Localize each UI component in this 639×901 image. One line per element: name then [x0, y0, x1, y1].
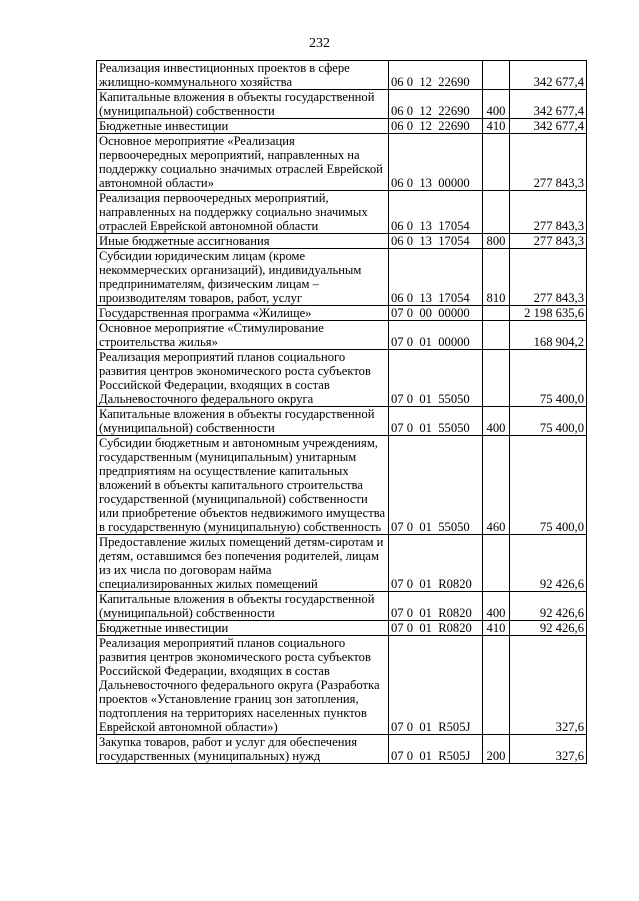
table-row [97, 535, 587, 592]
row-code-cell: 07 0 01 R0820 [389, 592, 483, 621]
row-expense-type-cell [483, 61, 510, 90]
row-expense-type-cell: 800 [483, 234, 510, 249]
row-expense-type-cell: 810 [483, 249, 510, 306]
row-code-cell: 07 0 01 R0820 [389, 621, 483, 636]
row-expense-type-cell: 400 [483, 592, 510, 621]
row-code-cell: 06 0 13 00000 [389, 134, 483, 191]
table-row [97, 621, 587, 636]
row-expense-type-cell [483, 306, 510, 321]
row-expense-type-cell: 400 [483, 90, 510, 119]
row-code-cell: 06 0 13 17054 [389, 234, 483, 249]
row-amount-cell: 277 843,3 [510, 134, 587, 191]
row-expense-type-cell: 410 [483, 119, 510, 134]
row-code-cell: 07 0 01 55050 [389, 436, 483, 535]
table-row [97, 350, 587, 407]
row-name-cell: Реализация первоочередных мероприятий, направленных на поддержку социально значимых отраслей Еврейской автономной области [97, 191, 389, 234]
row-expense-type-cell [483, 191, 510, 234]
row-code-cell: 07 0 01 R0820 [389, 535, 483, 592]
row-amount-cell: 277 843,3 [510, 234, 587, 249]
row-name-cell: Субсидии бюджетным и автономным учреждениям, государственным (муниципальным) унитарным предприятиям на осуществление капитальных вложений в объекты капитального строительства государственной (муниципальной) собственности или приобретение объектов недвижимого имущества в государственную (муниципальную) собственность [97, 436, 389, 535]
row-expense-type-cell: 200 [483, 735, 510, 764]
row-name-cell: Субсидии юридическим лицам (кроме некоммерческих организаций), индивидуальным предпринимателям, физическим лицам – производителям товаров, работ, услуг [97, 249, 389, 306]
row-expense-type-cell [483, 535, 510, 592]
table-row [97, 592, 587, 621]
row-expense-type-cell [483, 350, 510, 407]
row-code-cell: 07 0 01 R505J [389, 735, 483, 764]
row-amount-cell: 277 843,3 [510, 249, 587, 306]
row-name-cell: Основное мероприятие «Реализация первоочередных мероприятий, направленных на поддержку социально значимых отраслей Еврейской автономной области» [97, 134, 389, 191]
row-expense-type-cell: 400 [483, 407, 510, 436]
table-row [97, 306, 587, 321]
row-amount-cell: 92 426,6 [510, 621, 587, 636]
row-code-cell: 07 0 01 R505J [389, 636, 483, 735]
table-row [97, 134, 587, 191]
page-number: 232 [309, 36, 330, 51]
row-name-cell: Реализация инвестиционных проектов в сфере жилищно-коммунального хозяйства [97, 61, 389, 90]
table-row [97, 234, 587, 249]
row-expense-type-cell: 460 [483, 436, 510, 535]
row-name-cell: Капитальные вложения в объекты государственной (муниципальной) собственности [97, 407, 389, 436]
table-row [97, 436, 587, 535]
row-expense-type-cell: 410 [483, 621, 510, 636]
table-row [97, 735, 587, 764]
row-expense-type-cell [483, 636, 510, 735]
row-name-cell: Капитальные вложения в объекты государственной (муниципальной) собственности [97, 90, 389, 119]
row-name-cell: Государственная программа «Жилище» [97, 306, 389, 321]
table-row [97, 407, 587, 436]
row-name-cell: Предоставление жилых помещений детям-сиротам и детям, оставшимся без попечения родителей, лицам из их числа по договорам найма специализированных жилых помещений [97, 535, 389, 592]
row-amount-cell: 92 426,6 [510, 535, 587, 592]
row-name-cell: Основное мероприятие «Стимулирование строительства жилья» [97, 321, 389, 350]
table-row [97, 61, 587, 90]
row-code-cell: 06 0 12 22690 [389, 119, 483, 134]
row-code-cell: 06 0 12 22690 [389, 61, 483, 90]
budget-table [96, 60, 587, 764]
row-expense-type-cell [483, 321, 510, 350]
table-row [97, 191, 587, 234]
row-amount-cell: 342 677,4 [510, 61, 587, 90]
row-amount-cell: 277 843,3 [510, 191, 587, 234]
table-row [97, 636, 587, 735]
row-name-cell: Реализация мероприятий планов социального развития центров экономического роста субъектов Российской Федерации, входящих в состав Дальневосточного федерального округа (Разработка проектов «Установление границ зон затопления, подтопления на территориях населенных пунктов Еврейской автономной области») [97, 636, 389, 735]
row-amount-cell: 75 400,0 [510, 407, 587, 436]
row-amount-cell: 342 677,4 [510, 90, 587, 119]
row-code-cell: 06 0 13 17054 [389, 249, 483, 306]
row-name-cell: Капитальные вложения в объекты государственной (муниципальной) собственности [97, 592, 389, 621]
row-name-cell: Закупка товаров, работ и услуг для обеспечения государственных (муниципальных) нужд [97, 735, 389, 764]
row-amount-cell: 75 400,0 [510, 436, 587, 535]
row-amount-cell: 342 677,4 [510, 119, 587, 134]
table-row [97, 321, 587, 350]
row-name-cell: Иные бюджетные ассигнования [97, 234, 389, 249]
row-code-cell: 07 0 01 00000 [389, 321, 483, 350]
row-amount-cell: 2 198 635,6 [510, 306, 587, 321]
row-name-cell: Бюджетные инвестиции [97, 119, 389, 134]
row-code-cell: 07 0 01 55050 [389, 407, 483, 436]
row-amount-cell: 168 904,2 [510, 321, 587, 350]
table-row [97, 249, 587, 306]
table-row [97, 119, 587, 134]
row-code-cell: 06 0 13 17054 [389, 191, 483, 234]
row-amount-cell: 75 400,0 [510, 350, 587, 407]
row-amount-cell: 327,6 [510, 636, 587, 735]
row-expense-type-cell [483, 134, 510, 191]
row-code-cell: 06 0 12 22690 [389, 90, 483, 119]
row-amount-cell: 327,6 [510, 735, 587, 764]
row-name-cell: Реализация мероприятий планов социального развития центров экономического роста субъектов Российской Федерации, входящих в состав Дальневосточного федерального округа [97, 350, 389, 407]
table-row [97, 90, 587, 119]
row-code-cell: 07 0 01 55050 [389, 350, 483, 407]
row-name-cell: Бюджетные инвестиции [97, 621, 389, 636]
budget-table-body [97, 61, 587, 764]
row-code-cell: 07 0 00 00000 [389, 306, 483, 321]
row-amount-cell: 92 426,6 [510, 592, 587, 621]
